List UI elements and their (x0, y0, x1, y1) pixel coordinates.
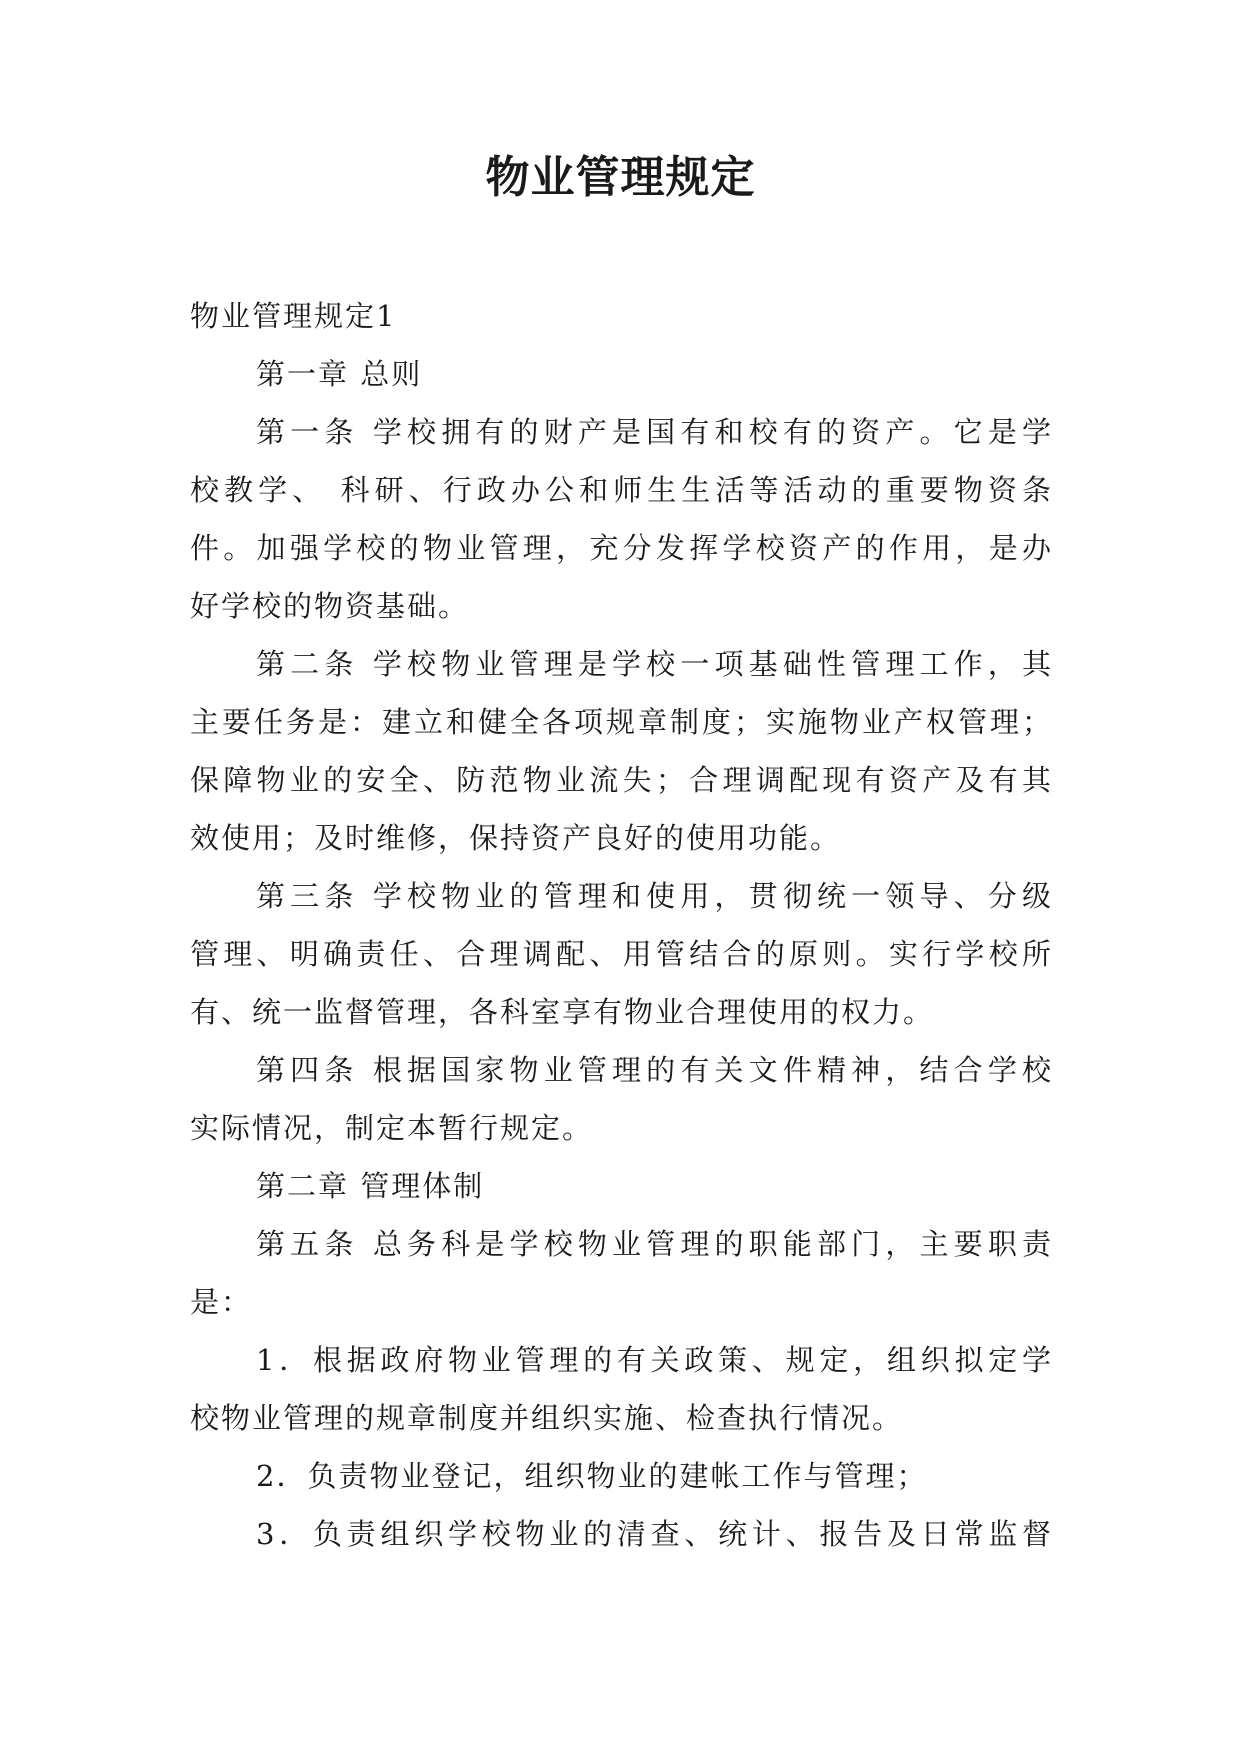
text-line: 3．负责组织学校物业的清查、统计、报告及日常监督 (256, 1517, 1053, 1551)
text-line: 效使用；及时维修，保持资产良好的使用功能。 (190, 821, 842, 855)
text-line: 有、统一监督管理，各科室享有物业合理使用的权力。 (190, 995, 935, 1029)
text-line: 2．负责物业登记，组织物业的建帐工作与管理； (256, 1459, 928, 1493)
text-line: 主要任务是：建立和健全各项规章制度；实施物业产权管理； (190, 705, 1053, 739)
text-line: 第二条 学校物业管理是学校一项基础性管理工作，其 (256, 647, 1053, 681)
text-line: 物业管理规定1 (190, 299, 397, 333)
text-line: 管理、明确责任、合理调配、用管结合的原则。实行学校所 (190, 937, 1053, 971)
text-line: 校物业管理的规章制度并组织实施、检查执行情况。 (190, 1401, 904, 1435)
text-line: 保障物业的安全、防范物业流失；合理调配现有资产及有其 (190, 763, 1053, 797)
text-line: 件。加强学校的物业管理，充分发挥学校资产的作用，是办 (190, 531, 1053, 565)
text-line: 第五条 总务科是学校物业管理的职能部门，主要职责 (256, 1227, 1053, 1261)
document-title: 物业管理规定 (485, 152, 756, 203)
text-line: 是： (190, 1285, 253, 1319)
text-line: 第一章 总则 (256, 357, 423, 391)
document-body (190, 287, 1053, 1563)
text-line: 第二章 管理体制 (256, 1169, 485, 1203)
text-line: 好学校的物资基础。 (190, 589, 470, 623)
text-line: 实际情况，制定本暂行规定。 (190, 1111, 594, 1145)
text-line: 校教学、 科研、行政办公和师生生活等活动的重要物资条 (190, 473, 1053, 507)
text-line: 第四条 根据国家物业管理的有关文件精神，结合学校 (256, 1053, 1053, 1087)
text-line: 第一条 学校拥有的财产是国有和校有的资产。它是学 (256, 415, 1053, 449)
text-line: 第三条 学校物业的管理和使用，贯彻统一领导、分级 (256, 879, 1053, 913)
text-line: 1．根据政府物业管理的有关政策、规定，组织拟定学 (256, 1343, 1053, 1377)
